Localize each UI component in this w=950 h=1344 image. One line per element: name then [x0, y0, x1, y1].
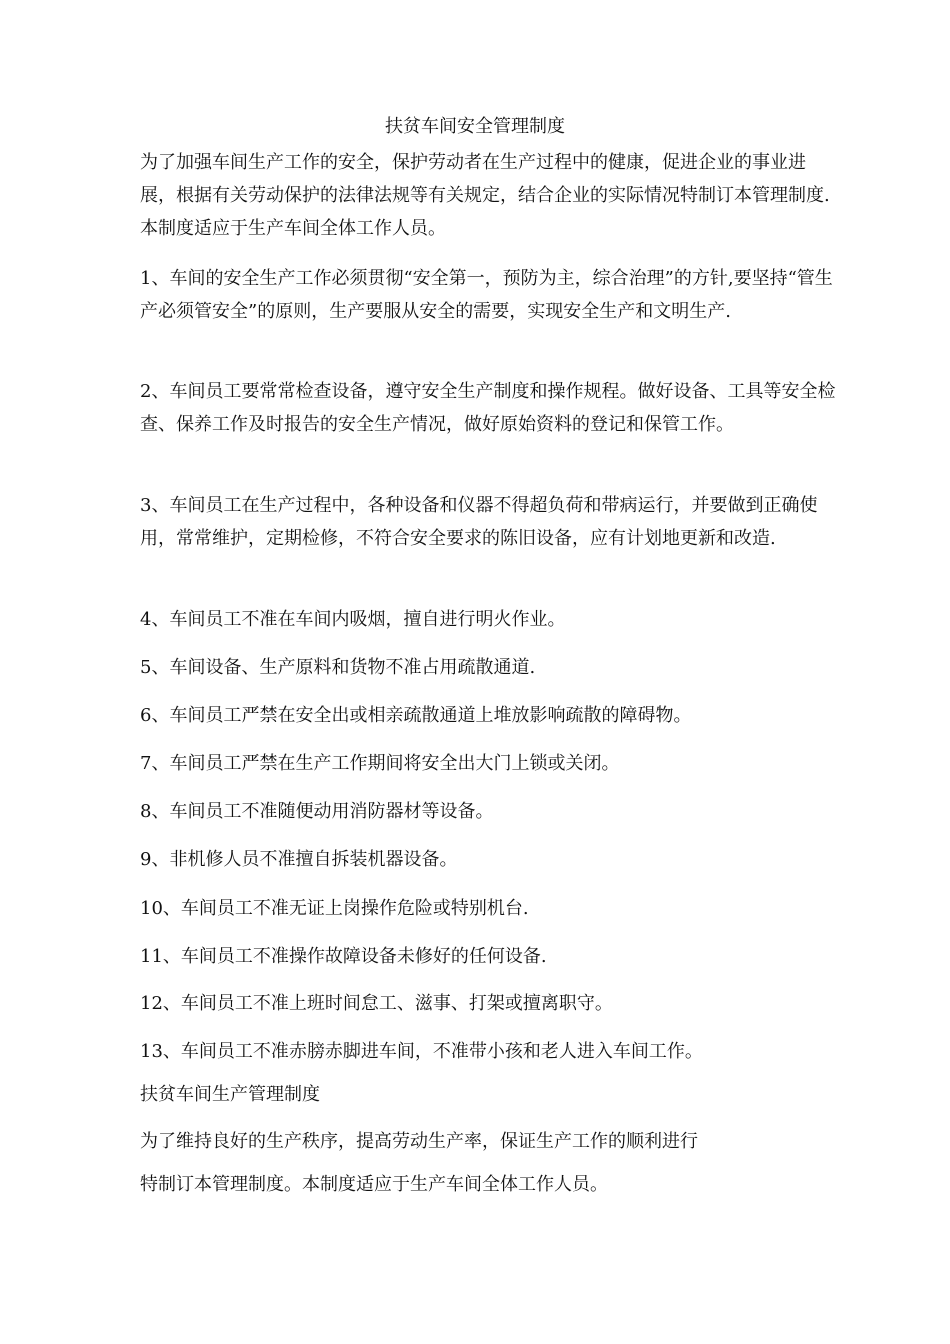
rule-4: 4、车间员工不准在车间内吸烟，擅自进行明火作业。 — [140, 609, 566, 630]
rule-11: 11、车间员工不准操作故障设备未修好的任何设备. — [140, 946, 547, 967]
rule-9: 9、非机修人员不准擅自拆装机器设备。 — [140, 849, 458, 870]
section2-line-2: 特制订本管理制度。本制度适应于生产车间全体工作人员。 — [140, 1174, 608, 1195]
rule-10: 10、车间员工不准无证上岗操作危险或特别机台. — [140, 898, 529, 919]
section2-title: 扶贫车间生产管理制度 — [140, 1084, 320, 1105]
rule-12: 12、车间员工不准上班时间怠工、滋事、打架或擅离职守。 — [140, 993, 613, 1014]
rule-1: 1、车间的安全生产工作必须贯彻“安全第一，预防为主，综合治理”的方针,要坚持“管生产必须管安全”的原则，生产要服从安全的需要，实现安全生产和文明生产. — [140, 268, 833, 322]
rule-3: 3、车间员工在生产过程中，各种设备和仪器不得超负荷和带病运行，并要做到正确使用，常常维护，定期检修，不符合安全要求的陈旧设备，应有计划地更新和改造. — [140, 495, 818, 549]
rule-5: 5、车间设备、生产原料和货物不准占用疏散通道. — [140, 657, 536, 678]
section2-line-1: 为了维持良好的生产秩序，提高劳动生产率，保证生产工作的顺利进行 — [140, 1131, 698, 1152]
intro-paragraph: 为了加强车间生产工作的安全，保护劳动者在生产过程中的健康，促进企业的事业进展，根据有关劳动保护的法律法规等有关规定，结合企业的实际情况特制订本管理制度.本制度适应于生产车间全体工作人员。 — [140, 152, 830, 239]
rule-6: 6、车间员工严禁在安全出或相亲疏散通道上堆放影响疏散的障碍物。 — [140, 705, 692, 726]
document-title: 扶贫车间安全管理制度 — [385, 116, 565, 137]
rule-2: 2、车间员工要常常检查设备，遵守安全生产制度和操作规程。做好设备、工具等安全检查、保养工作及时报告的安全生产情况，做好原始资料的登记和保管工作。 — [140, 381, 836, 435]
rule-13: 13、车间员工不准赤膀赤脚进车间，不准带小孩和老人进入车间工作。 — [140, 1041, 703, 1062]
rule-8: 8、车间员工不准随便动用消防器材等设备。 — [140, 801, 494, 822]
rule-7: 7、车间员工严禁在生产工作期间将安全出大门上锁或关闭。 — [140, 753, 620, 774]
